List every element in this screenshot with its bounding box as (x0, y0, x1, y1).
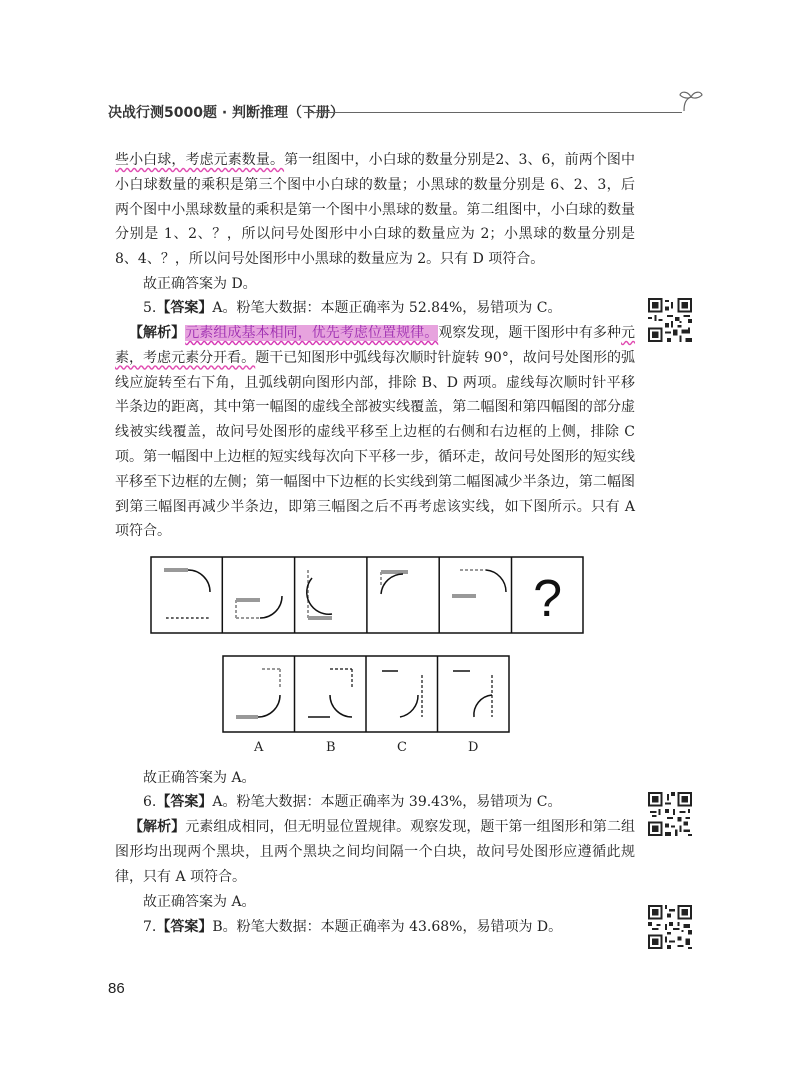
option-label-a: A (254, 740, 264, 755)
qr-code-icon[interactable] (648, 792, 692, 836)
sequence-panel-5 (452, 570, 506, 596)
q6-answer-line (115, 790, 635, 815)
option-d-figure[interactable] (453, 671, 492, 717)
option-label-c: C (397, 740, 407, 755)
q5-answer-line (115, 296, 635, 321)
header-rule (304, 112, 682, 113)
sequence-figure (150, 556, 584, 634)
sequence-panel-2 (236, 596, 282, 618)
options-figure (222, 655, 510, 733)
qr-code-icon[interactable] (648, 298, 692, 342)
question-number: 6. (143, 794, 157, 810)
underlined-phrase: 元素，考虑元素分开看。 (115, 325, 636, 366)
sprout-icon (678, 89, 704, 113)
sequence-panel-3 (307, 570, 332, 618)
analysis-text: 元素组成相同，但无明显位置规律。观察发现，题干第一组图形和第二组图形均出现两个黑块，且两个黑块之间均间隔一个白块，故问号处图形应遵循此规律，只有 A 项符合。 (115, 819, 636, 885)
conclusion-d: 故正确答案为 D。 (143, 276, 257, 292)
answer-tag: 【答案】 (156, 919, 213, 935)
underlined-phrase: 些小白球，考虑元素数量。 (115, 152, 285, 168)
analysis-tag: 【解析】 (129, 325, 186, 341)
option-b-figure[interactable] (308, 669, 352, 717)
sequence-panel-4 (381, 572, 408, 594)
answer-text: B。粉笔大数据：本题正确率为 43.68%，易错项为 D。 (212, 919, 563, 935)
q6-analysis (115, 815, 635, 889)
option-label-d: D (468, 740, 479, 755)
answer-tag: 【答案】 (156, 300, 213, 316)
q7-answer-line (115, 915, 635, 940)
answer-tag: 【答案】 (156, 794, 213, 810)
q5-conclusion: 故正确答案为 A。 (143, 770, 256, 786)
intro-paragraph (115, 148, 635, 272)
sequence-panel-1 (164, 570, 210, 618)
question-number: 5. (143, 300, 157, 316)
answer-text: A。粉笔大数据：本题正确率为 39.43%，易错项为 C。 (212, 794, 562, 810)
q5-analysis (115, 321, 635, 544)
page-number: 86 (108, 980, 125, 997)
option-label-b: B (326, 740, 336, 755)
option-a-figure[interactable] (236, 669, 280, 717)
analysis-text: 观察发现，题干图形中有多种 (438, 325, 622, 341)
analysis-text: 题干已知图形中弧线每次顺时针旋转 90°，故问号处图形的弧线应旋转至右下角，且弧线朝向图形内部，排除 B、D 两项。虚线每次顺时针平移半条边的距离，其中第一幅图的虚线全部被实线覆盖，第二幅图和第四幅图的部分虚线被实线覆盖，故问号处图形的虚线平移至上边框的右侧和右边框的上侧，排除 C 项。第一幅图中上边框的短实线每次向下平移一步，循环走，故问号处图形的短实线平移至下边框的左侧；第一幅图中下边框的长实线到第二幅图减少半条边，第二幅图到第三幅图再减少半条边，即第三幅图之后不再考虑该实线，如下图所示。只有 A 项符合。 (115, 349, 636, 540)
running-header (108, 99, 700, 125)
answer-text: A。粉笔大数据：本题正确率为 52.84%，易错项为 C。 (212, 300, 562, 316)
question-number: 7. (143, 919, 157, 935)
highlighted-phrase: 元素组成基本相同，优先考虑位置规律。 (185, 325, 439, 341)
option-c-figure[interactable] (382, 671, 422, 717)
header-title: 决战行测5000题 · 判断推理（下册） (108, 105, 345, 121)
qr-code-icon[interactable] (648, 905, 692, 949)
analysis-tag: 【解析】 (129, 819, 186, 835)
question-mark: ? (533, 570, 563, 628)
paragraph-text: 第一组图中，小白球的数量分别是2、3、6，前两个图中小白球数量的乘积是第三个图中小白球的数量；小黑球的数量分别是 6、2、3，后两个图中小黑球数量的乘积是第一个图中小黑球的数量。第二组图中，小白球的数量分别是 1、2、？，所以问号处图形中小白球的数量应为 2；小黑球的数量分别是 8、4、？，所以问号处图形中小黑球的数量应为 2。只有 D 项符合。 (115, 152, 635, 268)
q6-conclusion: 故正确答案为 A。 (143, 894, 256, 910)
